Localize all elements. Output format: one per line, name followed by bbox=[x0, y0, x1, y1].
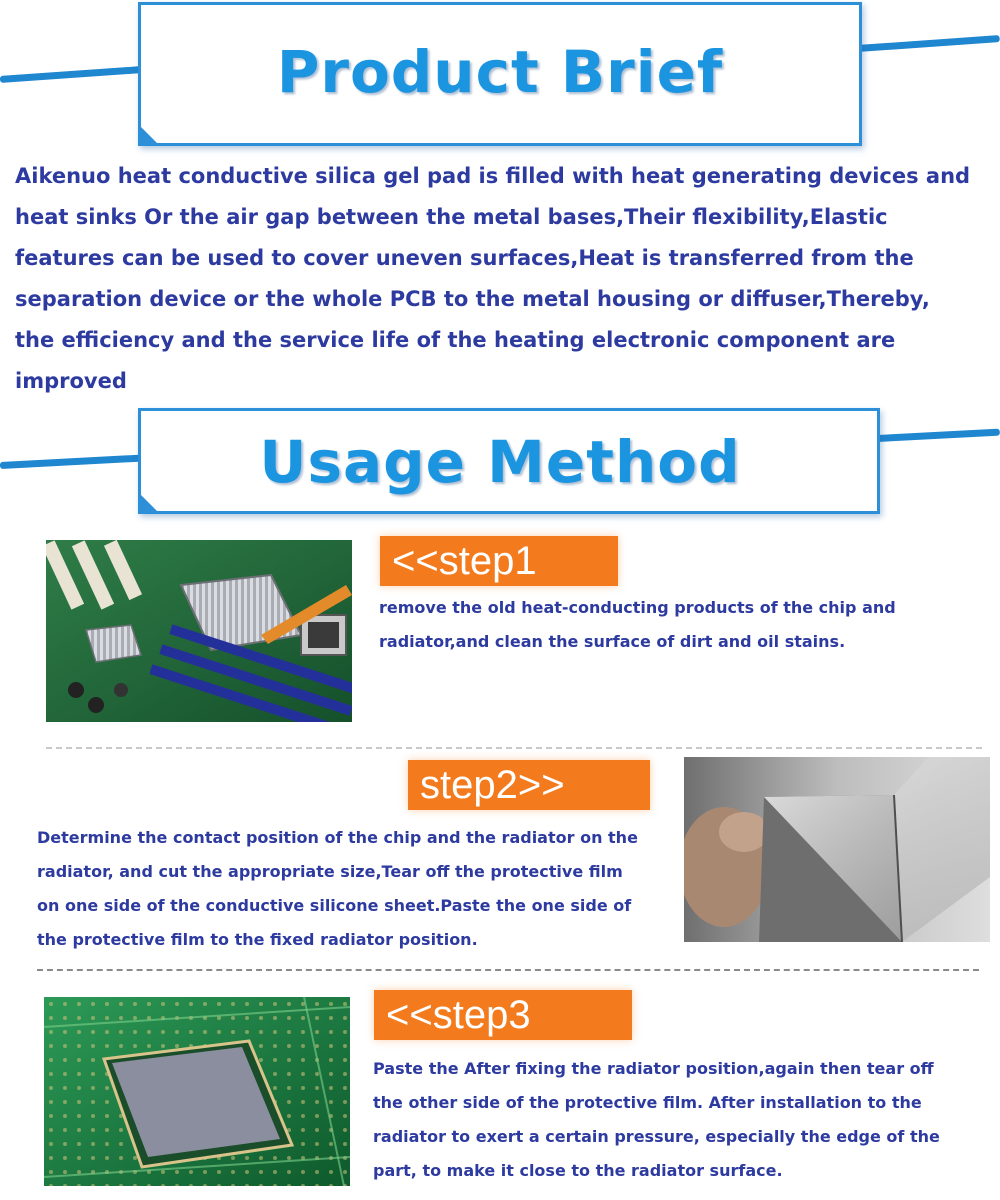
step-line: radiator to exert a certain pressure, especially the edge of the bbox=[373, 1127, 940, 1146]
motherboard-photo bbox=[46, 540, 352, 722]
step-line: part, to make it close to the radiator surface. bbox=[373, 1161, 783, 1180]
step-line: radiator,and clean the surface of dirt and oil stains. bbox=[379, 632, 846, 651]
step-description bbox=[373, 1052, 993, 1188]
step-line: Determine the contact position of the chip and the radiator on the bbox=[37, 828, 638, 847]
brief-line: the efficiency and the service life of the heating electronic component are bbox=[15, 328, 896, 352]
step-line: the other side of the protective film. After installation to the bbox=[373, 1093, 922, 1112]
step-divider bbox=[37, 969, 979, 971]
brief-line: heat sinks Or the air gap between the metal bases,Their flexibility,Elastic bbox=[15, 205, 888, 229]
usage-method-banner bbox=[0, 400, 1000, 520]
step-description bbox=[37, 821, 682, 957]
brief-line: Aikenuo heat conductive silica gel pad is filled with heat generating devices and bbox=[15, 164, 971, 188]
step-line: remove the old heat-conducting products of the chip and bbox=[379, 598, 896, 617]
section-title: Product Brief bbox=[276, 38, 724, 106]
step-description bbox=[379, 591, 979, 659]
step-line: the protective film to the fixed radiator position. bbox=[37, 930, 478, 949]
step-badge: step2>> bbox=[408, 760, 650, 810]
brief-line: improved bbox=[15, 369, 127, 393]
brief-line: separation device or the whole PCB to the metal housing or diffuser,Thereby, bbox=[15, 287, 930, 311]
silicone-pad-photo bbox=[684, 757, 990, 942]
step-badge: <<step1 bbox=[380, 536, 618, 586]
brief-line: features can be used to cover uneven surfaces,Heat is transferred from the bbox=[15, 246, 914, 270]
step-line: Paste the After fixing the radiator position,again then tear off bbox=[373, 1059, 934, 1078]
step-divider bbox=[46, 747, 982, 749]
step-badge: <<step3 bbox=[374, 990, 632, 1040]
section-title: Usage Method bbox=[259, 428, 741, 496]
product-brief-text bbox=[15, 156, 990, 402]
step-line: on one side of the conductive silicone sheet.Paste the one side of bbox=[37, 896, 632, 915]
step-line: radiator, and cut the appropriate size,Tear off the protective film bbox=[37, 862, 623, 881]
pcb-pad-photo bbox=[44, 997, 350, 1186]
product-brief-banner bbox=[0, 0, 1000, 150]
